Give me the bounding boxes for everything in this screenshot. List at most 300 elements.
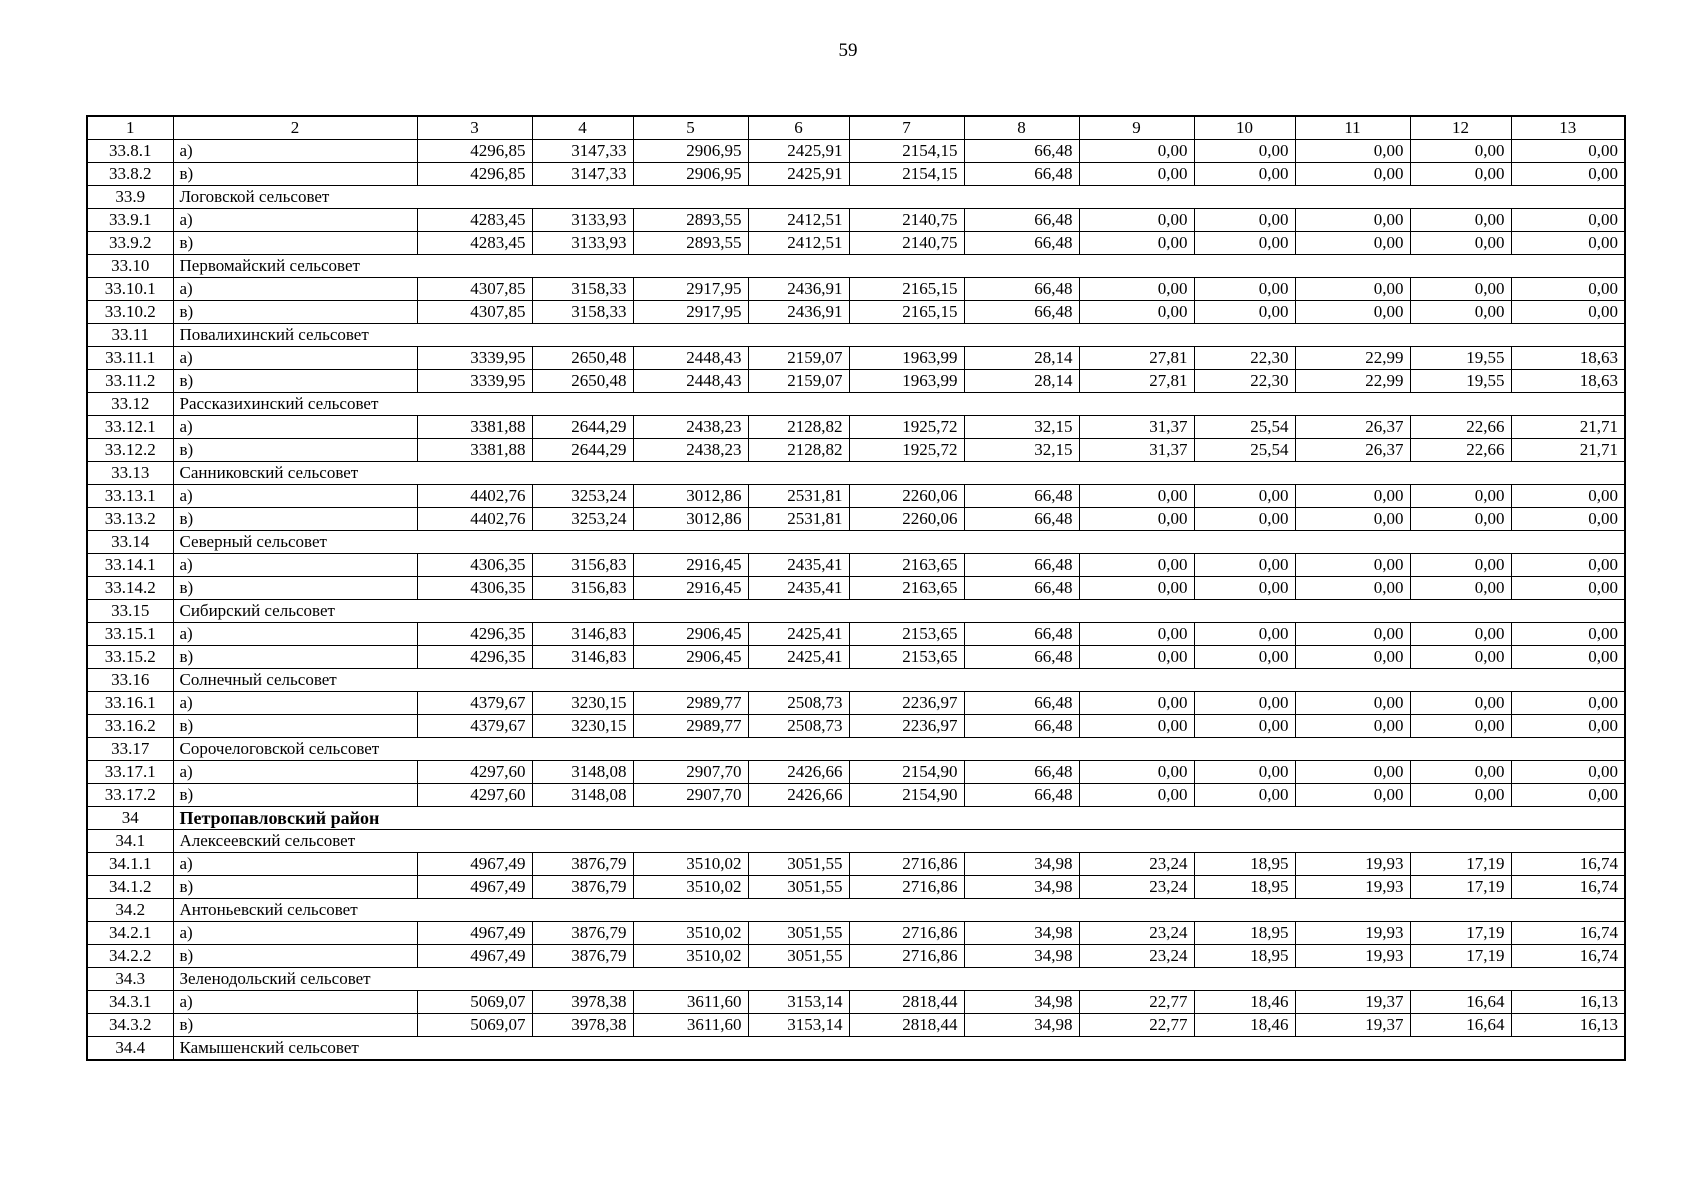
value-cell: 16,74 [1511,945,1625,968]
table-row [87,945,1625,968]
value-cell: 3051,55 [748,922,849,945]
value-cell: 3876,79 [532,922,633,945]
value-cell: 2436,91 [748,301,849,324]
table-row [87,784,1625,807]
section-title: Северный сельсовет [173,531,1625,554]
value-cell: 0,00 [1079,140,1194,163]
row-code: 33.15.1 [87,623,173,646]
value-cell: 2425,91 [748,140,849,163]
section-row [87,393,1625,416]
value-cell: 0,00 [1295,278,1410,301]
value-cell: 0,00 [1295,623,1410,646]
value-cell: 3230,15 [532,715,633,738]
value-cell: 0,00 [1194,485,1295,508]
value-cell: 1963,99 [849,370,964,393]
row-label: а) [173,623,417,646]
value-cell: 66,48 [964,577,1079,600]
table-row [87,209,1625,232]
value-cell: 0,00 [1295,508,1410,531]
header-row [87,116,1625,140]
section-row [87,255,1625,278]
value-cell: 0,00 [1079,715,1194,738]
value-cell: 2165,15 [849,301,964,324]
value-cell: 2508,73 [748,715,849,738]
section-title: Алексеевский сельсовет [173,830,1625,853]
page-number: 59 [838,40,858,61]
column-header: 9 [1079,116,1194,140]
value-cell: 4283,45 [417,209,532,232]
row-code: 34.3.1 [87,991,173,1014]
section-title: Рассказихинский сельсовет [173,393,1625,416]
table-row [87,347,1625,370]
value-cell: 0,00 [1194,692,1295,715]
value-cell: 0,00 [1410,508,1511,531]
section-title: Солнечный сельсовет [173,669,1625,692]
value-cell: 4296,85 [417,163,532,186]
value-cell: 4297,60 [417,761,532,784]
value-cell: 4967,49 [417,945,532,968]
value-cell: 0,00 [1079,554,1194,577]
column-header: 2 [173,116,417,140]
value-cell: 0,00 [1410,485,1511,508]
row-code: 33.10.1 [87,278,173,301]
value-cell: 2716,86 [849,876,964,899]
column-header: 1 [87,116,173,140]
row-code: 34.1.2 [87,876,173,899]
value-cell: 0,00 [1079,761,1194,784]
column-header: 7 [849,116,964,140]
value-cell: 4402,76 [417,508,532,531]
value-cell: 2154,90 [849,761,964,784]
value-cell: 4967,49 [417,922,532,945]
row-code: 33.17.2 [87,784,173,807]
value-cell: 2916,45 [633,554,748,577]
table-row [87,853,1625,876]
table-row [87,554,1625,577]
row-label: в) [173,945,417,968]
value-cell: 16,74 [1511,876,1625,899]
value-cell: 34,98 [964,853,1079,876]
value-cell: 0,00 [1511,278,1625,301]
column-header: 11 [1295,116,1410,140]
value-cell: 2989,77 [633,692,748,715]
value-cell: 3153,14 [748,991,849,1014]
row-label: в) [173,876,417,899]
section-row [87,600,1625,623]
row-code: 33.16 [87,669,173,692]
value-cell: 66,48 [964,278,1079,301]
column-header: 8 [964,116,1079,140]
row-code: 34 [87,807,173,830]
value-cell: 27,81 [1079,370,1194,393]
value-cell: 17,19 [1410,945,1511,968]
value-cell: 0,00 [1511,485,1625,508]
row-code: 33.17.1 [87,761,173,784]
table-row [87,991,1625,1014]
table-row [87,485,1625,508]
value-cell: 3146,83 [532,623,633,646]
value-cell: 0,00 [1079,163,1194,186]
value-cell: 0,00 [1511,784,1625,807]
value-cell: 2716,86 [849,853,964,876]
value-cell: 0,00 [1410,761,1511,784]
value-cell: 2531,81 [748,508,849,531]
value-cell: 2154,90 [849,784,964,807]
value-cell: 23,24 [1079,922,1194,945]
value-cell: 0,00 [1079,577,1194,600]
row-label: в) [173,577,417,600]
value-cell: 2907,70 [633,761,748,784]
value-cell: 66,48 [964,761,1079,784]
table-row [87,416,1625,439]
value-cell: 2438,23 [633,439,748,462]
table-row [87,140,1625,163]
value-cell: 2448,43 [633,347,748,370]
value-cell: 0,00 [1295,163,1410,186]
value-cell: 4296,85 [417,140,532,163]
value-cell: 2644,29 [532,416,633,439]
value-cell: 3978,38 [532,991,633,1014]
column-header: 4 [532,116,633,140]
value-cell: 2907,70 [633,784,748,807]
row-label: в) [173,163,417,186]
value-cell: 3876,79 [532,945,633,968]
table-row [87,922,1625,945]
value-cell: 3012,86 [633,485,748,508]
value-cell: 0,00 [1194,278,1295,301]
row-code: 33.17 [87,738,173,761]
value-cell: 2531,81 [748,485,849,508]
value-cell: 28,14 [964,347,1079,370]
value-cell: 0,00 [1410,784,1511,807]
value-cell: 66,48 [964,163,1079,186]
value-cell: 2893,55 [633,209,748,232]
row-code: 33.11.1 [87,347,173,370]
value-cell: 2989,77 [633,715,748,738]
value-cell: 0,00 [1410,623,1511,646]
value-cell: 2128,82 [748,439,849,462]
value-cell: 0,00 [1410,577,1511,600]
value-cell: 2425,41 [748,623,849,646]
value-cell: 4379,67 [417,715,532,738]
row-code: 33.8.2 [87,163,173,186]
value-cell: 0,00 [1079,209,1194,232]
value-cell: 23,24 [1079,876,1194,899]
value-cell: 0,00 [1194,623,1295,646]
value-cell: 0,00 [1295,301,1410,324]
value-cell: 0,00 [1194,761,1295,784]
value-cell: 34,98 [964,922,1079,945]
value-cell: 32,15 [964,416,1079,439]
row-code: 33.10.2 [87,301,173,324]
row-code: 34.1 [87,830,173,853]
value-cell: 34,98 [964,1014,1079,1037]
value-cell: 31,37 [1079,439,1194,462]
value-cell: 0,00 [1511,232,1625,255]
row-label: в) [173,232,417,255]
value-cell: 0,00 [1511,140,1625,163]
value-cell: 0,00 [1410,646,1511,669]
value-cell: 4306,35 [417,554,532,577]
value-cell: 3158,33 [532,278,633,301]
value-cell: 1963,99 [849,347,964,370]
value-cell: 0,00 [1410,715,1511,738]
value-cell: 2917,95 [633,301,748,324]
section-row [87,462,1625,485]
value-cell: 0,00 [1410,301,1511,324]
value-cell: 25,54 [1194,416,1295,439]
value-cell: 3153,14 [748,1014,849,1037]
value-cell: 0,00 [1295,784,1410,807]
value-cell: 66,48 [964,485,1079,508]
value-cell: 66,48 [964,301,1079,324]
value-cell: 21,71 [1511,416,1625,439]
row-label: а) [173,278,417,301]
value-cell: 2236,97 [849,692,964,715]
value-cell: 0,00 [1194,554,1295,577]
value-cell: 23,24 [1079,945,1194,968]
row-code: 33.16.1 [87,692,173,715]
value-cell: 2650,48 [532,347,633,370]
value-cell: 2412,51 [748,209,849,232]
value-cell: 4967,49 [417,876,532,899]
value-cell: 2154,15 [849,163,964,186]
row-code: 33.12.2 [87,439,173,462]
value-cell: 0,00 [1410,163,1511,186]
value-cell: 2260,06 [849,485,964,508]
value-cell: 3148,08 [532,761,633,784]
row-code: 33.9.2 [87,232,173,255]
value-cell: 2435,41 [748,554,849,577]
table-row [87,623,1625,646]
value-cell: 0,00 [1410,140,1511,163]
value-cell: 16,64 [1410,1014,1511,1037]
value-cell: 18,63 [1511,370,1625,393]
value-cell: 16,64 [1410,991,1511,1014]
value-cell: 0,00 [1410,209,1511,232]
value-cell: 3012,86 [633,508,748,531]
value-cell: 3051,55 [748,945,849,968]
value-cell: 0,00 [1295,485,1410,508]
row-code: 33.15 [87,600,173,623]
value-cell: 3510,02 [633,922,748,945]
row-code: 34.2.1 [87,922,173,945]
value-cell: 4307,85 [417,301,532,324]
value-cell: 3381,88 [417,439,532,462]
value-cell: 0,00 [1079,301,1194,324]
value-cell: 0,00 [1410,554,1511,577]
value-cell: 0,00 [1295,577,1410,600]
value-cell: 31,37 [1079,416,1194,439]
row-label: в) [173,301,417,324]
value-cell: 16,74 [1511,922,1625,945]
value-cell: 26,37 [1295,439,1410,462]
column-header: 3 [417,116,532,140]
value-cell: 3230,15 [532,692,633,715]
value-cell: 4296,35 [417,623,532,646]
value-cell: 2236,97 [849,715,964,738]
value-cell: 18,63 [1511,347,1625,370]
value-cell: 2893,55 [633,232,748,255]
value-cell: 3051,55 [748,853,849,876]
table-row [87,508,1625,531]
value-cell: 0,00 [1194,715,1295,738]
value-cell: 4297,60 [417,784,532,807]
row-code: 34.2.2 [87,945,173,968]
row-code: 33.10 [87,255,173,278]
value-cell: 34,98 [964,945,1079,968]
row-code: 33.12 [87,393,173,416]
row-code: 34.1.1 [87,853,173,876]
row-label: а) [173,554,417,577]
table-row [87,577,1625,600]
value-cell: 3156,83 [532,577,633,600]
row-label: в) [173,1014,417,1037]
row-code: 33.13.2 [87,508,173,531]
value-cell: 2435,41 [748,577,849,600]
value-cell: 22,77 [1079,1014,1194,1037]
value-cell: 27,81 [1079,347,1194,370]
value-cell: 19,37 [1295,1014,1410,1037]
value-cell: 66,48 [964,209,1079,232]
row-label: а) [173,853,417,876]
section-title: Зеленодольский сельсовет [173,968,1625,991]
value-cell: 3611,60 [633,1014,748,1037]
value-cell: 2163,65 [849,577,964,600]
value-cell: 0,00 [1511,301,1625,324]
table-row [87,1014,1625,1037]
section-row [87,807,1625,830]
value-cell: 17,19 [1410,922,1511,945]
value-cell: 18,95 [1194,945,1295,968]
value-cell: 66,48 [964,508,1079,531]
value-cell: 4306,35 [417,577,532,600]
column-header: 5 [633,116,748,140]
section-title: Логовской сельсовет [173,186,1625,209]
value-cell: 3051,55 [748,876,849,899]
value-cell: 2165,15 [849,278,964,301]
value-cell: 66,48 [964,140,1079,163]
value-cell: 0,00 [1079,692,1194,715]
value-cell: 2818,44 [849,1014,964,1037]
row-code: 33.11.2 [87,370,173,393]
value-cell: 0,00 [1194,301,1295,324]
value-cell: 2128,82 [748,416,849,439]
value-cell: 4402,76 [417,485,532,508]
value-cell: 3978,38 [532,1014,633,1037]
value-cell: 2153,65 [849,646,964,669]
value-cell: 2818,44 [849,991,964,1014]
row-code: 33.8.1 [87,140,173,163]
value-cell: 2425,41 [748,646,849,669]
value-cell: 0,00 [1194,646,1295,669]
value-cell: 3339,95 [417,347,532,370]
row-code: 33.13.1 [87,485,173,508]
section-row [87,186,1625,209]
value-cell: 16,13 [1511,1014,1625,1037]
value-cell: 2426,66 [748,761,849,784]
row-label: а) [173,485,417,508]
value-cell: 0,00 [1511,761,1625,784]
value-cell: 0,00 [1194,232,1295,255]
row-code: 33.9.1 [87,209,173,232]
row-code: 33.12.1 [87,416,173,439]
value-cell: 66,48 [964,715,1079,738]
table-row [87,692,1625,715]
value-cell: 32,15 [964,439,1079,462]
value-cell: 5069,07 [417,1014,532,1037]
row-label: в) [173,370,417,393]
value-cell: 0,00 [1194,163,1295,186]
value-cell: 3510,02 [633,853,748,876]
value-cell: 2260,06 [849,508,964,531]
table-row [87,370,1625,393]
value-cell: 3876,79 [532,853,633,876]
value-cell: 3510,02 [633,945,748,968]
value-cell: 0,00 [1511,209,1625,232]
value-cell: 2906,45 [633,646,748,669]
value-cell: 4307,85 [417,278,532,301]
column-header: 6 [748,116,849,140]
value-cell: 3339,95 [417,370,532,393]
value-cell: 5069,07 [417,991,532,1014]
table-row [87,761,1625,784]
table-row [87,301,1625,324]
value-cell: 34,98 [964,876,1079,899]
value-cell: 25,54 [1194,439,1295,462]
section-title: Санниковский сельсовет [173,462,1625,485]
value-cell: 0,00 [1511,554,1625,577]
value-cell: 66,48 [964,623,1079,646]
row-label: а) [173,209,417,232]
value-cell: 16,74 [1511,853,1625,876]
value-cell: 3611,60 [633,991,748,1014]
value-cell: 2140,75 [849,232,964,255]
section-row [87,830,1625,853]
value-cell: 2906,95 [633,140,748,163]
section-row [87,324,1625,347]
value-cell: 66,48 [964,646,1079,669]
value-cell: 18,95 [1194,876,1295,899]
value-cell: 2650,48 [532,370,633,393]
value-cell: 0,00 [1079,485,1194,508]
row-label: а) [173,347,417,370]
row-code: 33.15.2 [87,646,173,669]
value-cell: 1925,72 [849,416,964,439]
table-row [87,876,1625,899]
row-label: в) [173,646,417,669]
column-header: 10 [1194,116,1295,140]
value-cell: 0,00 [1295,692,1410,715]
value-cell: 66,48 [964,784,1079,807]
value-cell: 3133,93 [532,232,633,255]
value-cell: 0,00 [1295,554,1410,577]
value-cell: 0,00 [1511,692,1625,715]
row-label: в) [173,508,417,531]
row-label: а) [173,991,417,1014]
table-row [87,646,1625,669]
row-label: в) [173,715,417,738]
table-row [87,163,1625,186]
value-cell: 18,46 [1194,1014,1295,1037]
value-cell: 3156,83 [532,554,633,577]
value-cell: 0,00 [1295,715,1410,738]
value-cell: 0,00 [1295,761,1410,784]
value-cell: 19,93 [1295,876,1410,899]
value-cell: 0,00 [1295,232,1410,255]
section-title: Петропавловский район [173,807,1625,830]
value-cell: 16,13 [1511,991,1625,1014]
